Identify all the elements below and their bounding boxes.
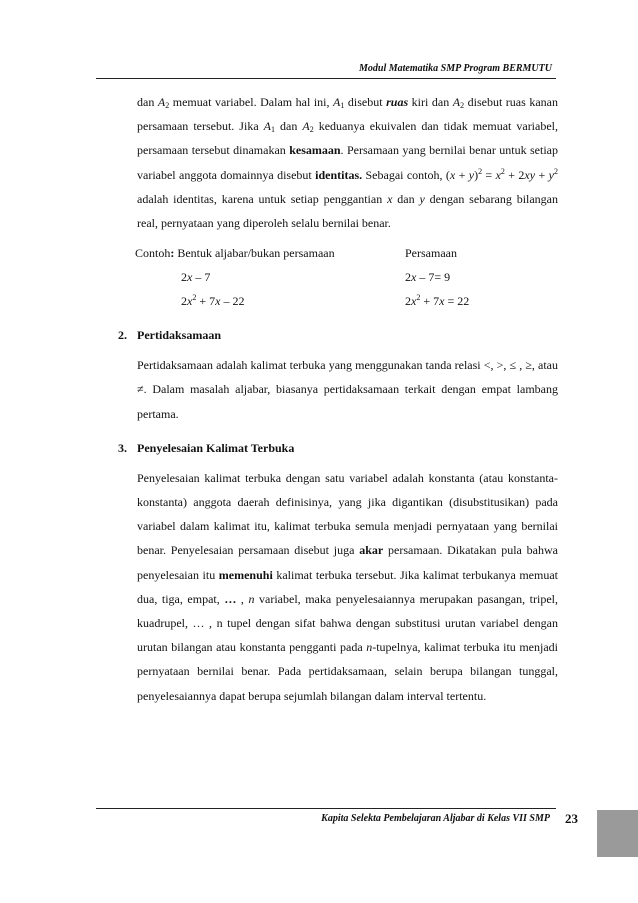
text-run: . Persamaan yang bernilai benar untuk setiap variabel anggota domainnya disebut (137, 143, 558, 182)
var-x: x (387, 191, 393, 206)
var-a: A (263, 119, 271, 134)
text-run: , (236, 591, 249, 606)
var-a: A (302, 119, 310, 134)
subscript: 2 (165, 101, 170, 110)
term-ruas: ruas (386, 95, 409, 109)
section-number: 2. (118, 328, 127, 343)
running-header: Modul Matematika SMP Program BERMUTU (359, 63, 552, 74)
subscript: 1 (271, 125, 275, 135)
text-run: memuat variabel. Dalam hal ini, (169, 95, 334, 109)
example-label: Contoh (135, 246, 171, 261)
text-run: + (455, 167, 469, 182)
var-n: n (248, 591, 255, 606)
text-run: = (482, 167, 496, 182)
term-identitas: identitas. (315, 167, 363, 182)
example-block (135, 241, 558, 313)
text-run: dengan sebarang bilangan real, pernyataan yang diperoleh selalu bernilai benar. (137, 191, 559, 231)
example-right-header: Persamaan (405, 246, 457, 261)
section-heading-3 (118, 436, 558, 460)
superscript: 2 (500, 166, 505, 176)
text-run: keduanya ekuivalen dan tidak memuat variabel, persamaan tersebut dinamakan (137, 119, 559, 158)
var-a: A (157, 95, 166, 109)
page-edge-tab (597, 810, 638, 857)
section-number: 3. (118, 440, 127, 455)
section-title: Penyelesaian Kalimat Terbuka (137, 440, 295, 455)
subscript: 2 (309, 125, 314, 135)
equation-2: $2x^2 + 7x = 22$ (405, 293, 470, 309)
text-run: adalah identitas, karena untuk setiap penggantian (137, 191, 388, 206)
example-row-2 (135, 289, 565, 313)
header-rule (96, 78, 556, 79)
text-run: + 2 (504, 167, 525, 182)
footer-rule (96, 808, 556, 809)
expression-1: 2x – 7 (181, 270, 211, 285)
paragraph-pertidaksamaan: Pertidaksamaan adalah kalimat terbuka yang menggunakan tanda relasi <, >, ≤ , ≥, atau ≠. Dalam masalah aljabar, biasanya pertidaksamaan terkait dengan empat lambang pertama. (137, 358, 558, 421)
term-kesamaan: kesamaan (289, 143, 341, 158)
var-xy: xy (524, 167, 536, 182)
example-row-1 (135, 265, 565, 289)
superscript: 2 (553, 166, 558, 176)
text-run: dan (137, 95, 158, 109)
example-left-header (135, 241, 335, 265)
var-n: n (366, 640, 373, 655)
text-run: variabel, maka penyelesaiannya merupakan pasangan, tripel, kuadrupel, … , n tupel dengan sifat bahwa dengan substitusi urutan variabel dengan urutan bilangan atau konstanta pengganti pada (137, 591, 559, 655)
paragraph-persamaan (137, 90, 558, 235)
running-footer: Kapita Selekta Pembelajaran Aljabar di Kelas VII SMP (321, 813, 550, 824)
text-run: disebut (344, 95, 387, 109)
example-left-title: Bentuk aljabar/bukan persamaan (174, 246, 335, 261)
example-colon: : (170, 246, 175, 261)
text-run: Penyelesaian kalimat terbuka dengan satu variabel adalah konstanta (atau konstanta-konstanta) anggota daerah definisinya, yang jika digantikan (disubstitusikan) pada variabel dalam kalimat itu, kalimat terbuka semula menjadi pernyataan yang bernilai benar. Penyelesaian persamaan disebut juga (137, 470, 558, 558)
var-x: x (449, 167, 456, 182)
subscript: 2 (460, 101, 465, 110)
text-run: Sebagai contoh, ( (362, 167, 450, 182)
page-content (118, 90, 559, 708)
superscript: 2 (478, 166, 483, 176)
var-x: x (495, 167, 501, 182)
text-run: kalimat terbuka tersebut. Jika kalimat terbukanya memuat dua, tiga, empat, (137, 567, 558, 606)
page-number: 23 (565, 811, 578, 826)
ellipsis: … (224, 591, 237, 606)
expression-2: $2x^2 + 7x - 22$ (181, 293, 245, 309)
text-run: kiri dan (408, 95, 453, 109)
term-akar: akar (359, 543, 384, 558)
subscript: 1 (340, 101, 345, 110)
section-heading-2 (118, 323, 558, 347)
paragraph-penyelesaian (137, 466, 558, 708)
section-title: Pertidaksamaan (137, 328, 221, 343)
var-y: y (548, 167, 554, 182)
text-run: + (535, 167, 549, 182)
var-a: A (333, 95, 341, 109)
term-memenuhi: memenuhi (218, 567, 273, 582)
var-y: y (419, 191, 425, 206)
text-run: ) (474, 167, 479, 182)
text-run: dan (392, 191, 420, 206)
equation-1: 2x – 7= 9 (405, 270, 451, 285)
text-run: persamaan. Dikatakan pula bahwa penyelesaian itu (137, 543, 558, 582)
text-run: disebut ruas kanan persamaan tersebut. Jika (137, 95, 558, 134)
example-header-row (135, 241, 565, 265)
text-run: -tupelnya, kalimat terbuka itu menjadi pernyataan bernilai benar. Pada pertidaksamaan, selain berupa bilangan tunggal, penyelesaiannya dapat berupa sejumlah bilangan dalam interval tertentu. (137, 640, 558, 703)
var-a: A (452, 95, 461, 109)
text-run: dan (275, 119, 303, 134)
var-y: y (468, 167, 475, 182)
